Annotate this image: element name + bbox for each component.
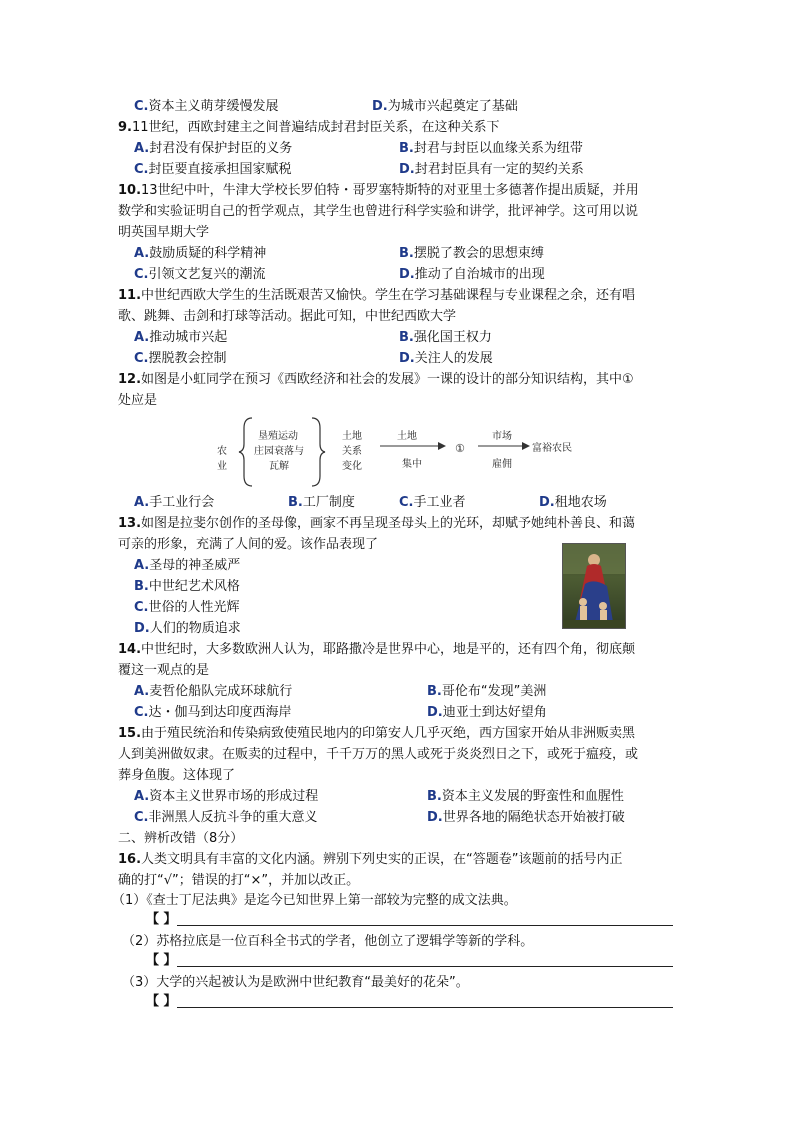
q13-option-b: B.中世纪艺术风格 [134,579,240,594]
q9-option-a: A.封君没有保护封臣的义务 [134,141,293,156]
q12-option-c: C.手工业者 [399,495,466,510]
diagram-agriculture-2: 业 [217,461,227,472]
diagram-circle-one: ① [455,442,465,455]
q10-stem-line3: 明英国早期大学 [118,225,210,240]
q14-stem-line2: 覆这一观点的是 [118,663,210,678]
q11-option-b: B.强化国王权力 [399,330,492,345]
q16-item-3-answer-bracket[interactable]: 【 】 [146,994,177,1009]
q13-stem-line2: 可亲的形象，充满了人间的爱。该作品表现了 [118,537,379,552]
q16-item-1-answer-bracket[interactable]: 【 】 [146,912,177,927]
q15-option-a: A.资本主义世界市场的形成过程 [134,789,319,804]
q16-item-3: （3）大学的兴起被认为是欧洲中世纪教育“最美好的花朵”。 [122,975,469,990]
q15-option-c: C.非洲黑人反抗斗争的重大意义 [134,810,318,825]
q16-stem-line2: 确的打“√”；错误的打“×”，并加以改正。 [118,873,360,888]
diagram-relation-1: 土地 [342,431,362,442]
q10-option-c: C.引领文艺复兴的潮流 [134,267,266,282]
madonna-painting-image [562,543,626,629]
q10-option-b: B.摆脱了教会的思想束缚 [399,246,544,261]
diagram-box-line2: 庄园衰落与 [254,446,304,457]
q13-option-c: C.世俗的人性光辉 [134,600,240,615]
q12-option-a: A.手工业行会 [134,495,215,510]
q10-option-d: D.推动了自治城市的出现 [399,267,545,282]
q11-option-d: D.关注人的发展 [399,351,493,366]
q14-option-d: D.迪亚士到达好望角 [427,705,547,720]
diagram-relation-2: 关系 [342,446,362,457]
q15-stem-line2: 人到美洲做奴隶。在贩卖的过程中，千千万万的黑人或死于炎炎烈日之下，或死于瘟疫，或 [118,747,639,762]
q10-option-a: A.鼓励质疑的科学精神 [134,246,267,261]
q15-option-b: B.资本主义发展的野蛮性和血腥性 [427,789,624,804]
q14-option-b: B.哥伦布“发现”美洲 [427,684,547,699]
q9-stem: 9.11世纪，西欧封建主之间普遍结成封君封臣关系，在这种关系下 [118,120,500,135]
q16-item-2: （2）苏格拉底是一位百科全书式的学者，他创立了逻辑学等新的学科。 [122,934,534,949]
q12-option-d: D.租地农场 [539,495,607,510]
q15-stem-line3: 葬身鱼腹。这体现了 [118,768,236,783]
q14-stem-line1: 14.中世纪时，大多数欧洲人认为，耶路撒冷是世界中心，地是平的，还有四个角，彻底颠 [118,642,636,657]
diagram-land-top: 土地 [397,431,417,442]
q8-option-d: D.为城市兴起奠定了基础 [372,99,518,114]
q13-option-a: A.圣母的神圣威严 [134,558,241,573]
q15-option-d: D.世界各地的隔绝状态开始被打破 [427,810,625,825]
q16-item-1: （1）《查士丁尼法典》是迄今已知世界上第一部较为完整的成文法典。 [112,893,517,908]
q9-option-c: C.封臣要直接承担国家赋税 [134,162,292,177]
q16-item-1-answer-line[interactable] [177,925,673,926]
q11-stem-line1: 11.中世纪西欧大学生的生活既艰苦又愉快。学生在学习基础课程与专业课程之余，还有唱 [118,288,636,303]
q8-option-c: C.资本主义萌芽缓慢发展 [134,99,279,114]
diagram-land-bottom: 集中 [402,459,422,470]
q12-option-b: B.工厂制度 [288,495,355,510]
section-2-title: 二、辨析改错（8分） [118,831,244,846]
diagram-agriculture-1: 农 [217,446,227,457]
q12-stem-line1: 12.如图是小虹同学在预习《西欧经济和社会的发展》一课的设计的部分知识结构，其中① [118,372,634,387]
q16-stem-line1: 16.人类文明具有丰富的文化内涵。辨别下列史实的正误，在“答题卷”该题前的括号内正 [118,852,623,867]
q11-option-a: A.推动城市兴起 [134,330,228,345]
q14-option-c: C.达・伽马到达印度西海岸 [134,705,292,720]
q16-item-2-answer-bracket[interactable]: 【 】 [146,953,177,968]
arrow-right-icon [476,440,532,452]
diagram-box-line1: 垦殖运动 [258,431,298,442]
q14-option-a: A.麦哲伦船队完成环球航行 [134,684,293,699]
q9-option-d: D.封君封臣具有一定的契约关系 [399,162,584,177]
q9-option-b: B.封君与封臣以血缘关系为纽带 [399,141,583,156]
q11-option-c: C.摆脱教会控制 [134,351,227,366]
diagram-market-top: 市场 [492,431,512,442]
arrow-right-icon [378,440,448,452]
q16-item-3-answer-line[interactable] [177,1007,673,1008]
madonna-figure-icon [563,544,625,628]
q12-stem-line2: 处应是 [118,393,158,408]
q15-stem-line1: 15.由于殖民统治和传染病致使殖民地内的印第安人几乎灭绝，西方国家开始从非洲贩卖黑 [118,726,636,741]
diagram-market-bottom: 雇佣 [492,459,512,470]
q11-stem-line2: 歌、跳舞、击剑和打球等活动。据此可知，中世纪西欧大学 [118,309,457,324]
diagram-box-line3: 瓦解 [269,461,289,472]
diagram-result: 富裕农民 [532,443,572,454]
q13-option-d: D.人们的物质追求 [134,621,241,636]
q16-item-2-answer-line[interactable] [177,966,673,967]
q10-stem-line1: 10.13世纪中叶，牛津大学校长罗伯特・哥罗塞特斯特的对亚里士多德著作提出质疑，并用 [118,183,639,198]
diagram-relation-3: 变化 [342,461,362,472]
q13-stem-line1: 13.如图是拉斐尔创作的圣母像，画家不再呈现圣母头上的光环，却赋予她纯朴善良、和蔼 [118,516,636,531]
q10-stem-line2: 数学和实验证明自己的哲学观点，其学生也曾进行科学实验和讲学，批评神学。这可用以说 [118,204,639,219]
